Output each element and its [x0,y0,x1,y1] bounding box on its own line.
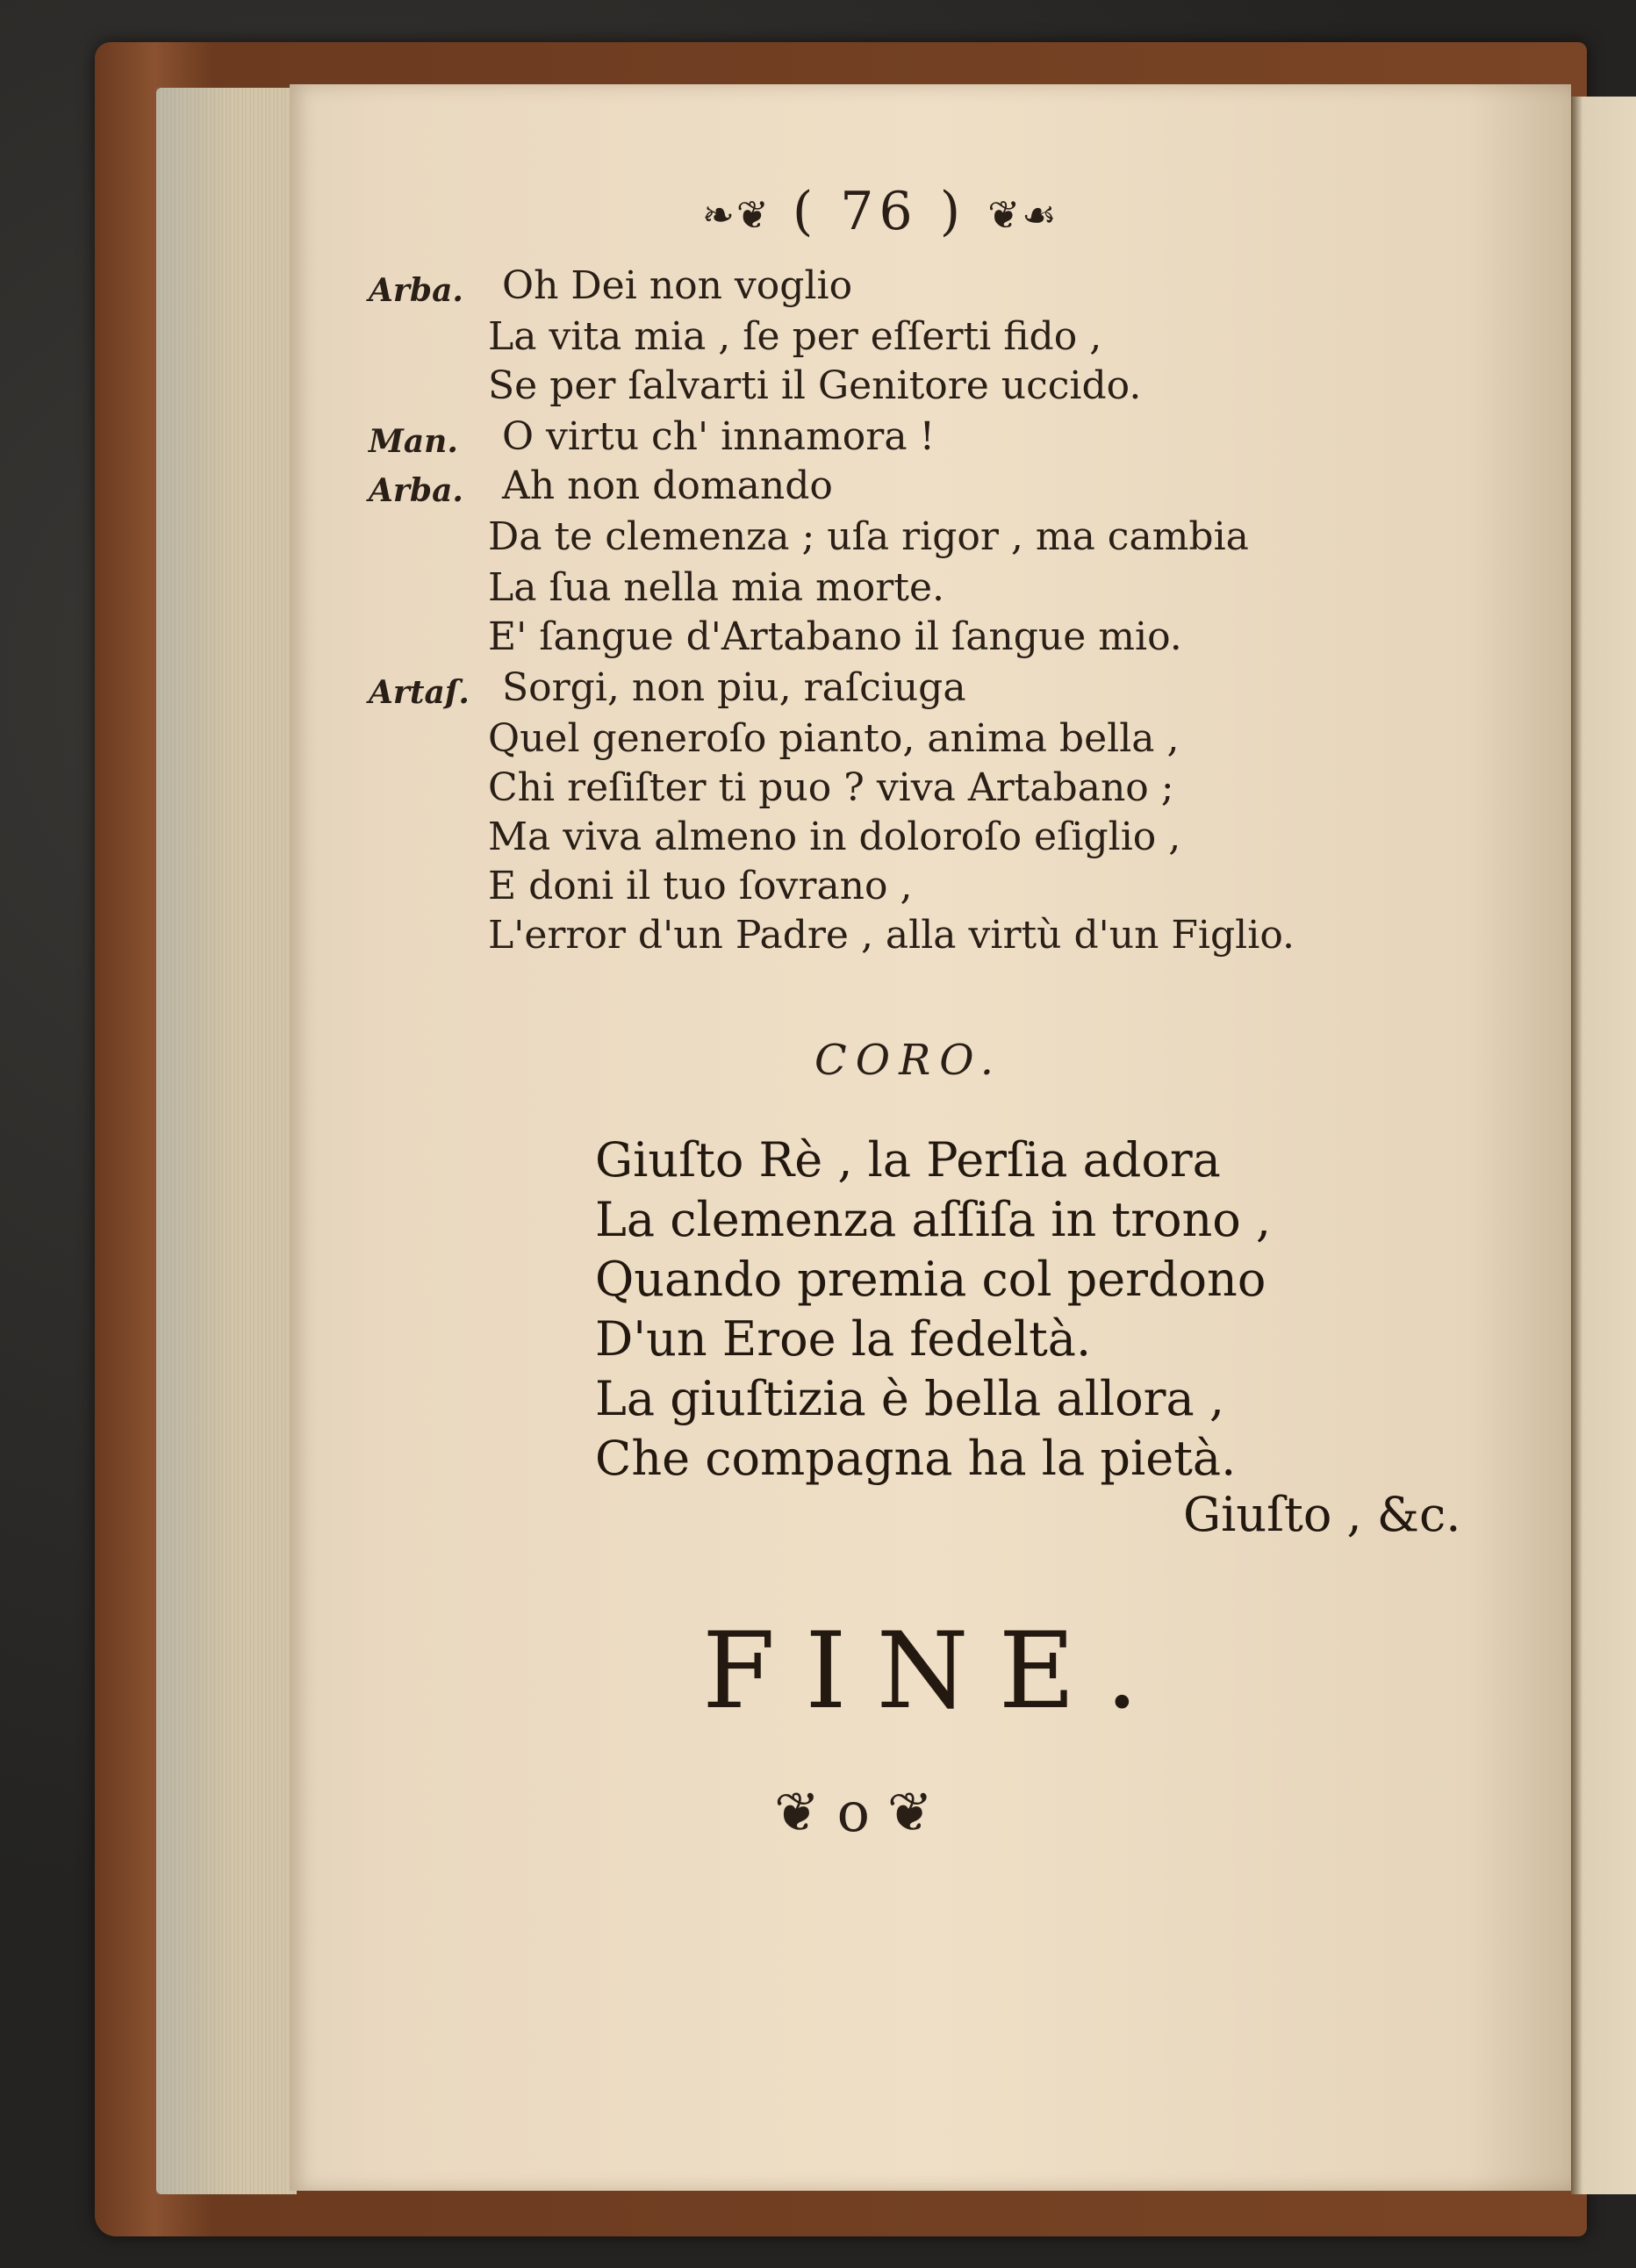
fine-heading: FINE. [702,1611,1169,1733]
verse-line: Ah non domando [502,463,833,508]
tail-ornament: ❦ o ❦ [774,1780,933,1844]
verse-line: E' ſangue d'Artabano il ſangue mio. [488,614,1182,659]
chorus-line: Quando premia col perdono [595,1252,1266,1307]
facing-page-strip [1571,97,1636,2194]
page-fore-edge-shade [156,88,297,2194]
speaker-label: Arba. [369,272,463,309]
speaker-label: Arba. [369,472,463,509]
chorus-line: D'un Eroe la fedeltà. [595,1311,1092,1367]
chorus-line: La clemenza aſſiſa in trono , [595,1192,1272,1247]
verse-line: Da te clemenza ; uſa rigor , ma cambia [488,514,1249,559]
verse-line: Se per ſalvarti il Genitore uccido. [488,363,1142,408]
speaker-label: Artaſ. [369,674,470,711]
header-ornament-right: ❦☙ [987,192,1058,238]
verse-line: Chi reſiſter ti puo ? viva Artabano ; [488,765,1174,810]
chorus-line: Giuſto Rè , la Perſia adora [595,1132,1221,1188]
verse-line: L'error d'un Padre , alla virtù d'un Figlio. [488,913,1295,958]
speaker-label: Man. [369,423,458,460]
verse-line: O virtu ch' innamora ! [502,414,936,459]
header-ornament-left: ❧❦ [702,192,771,238]
verse-line: La vita mia , ſe per eſſerti fido , [488,314,1102,359]
chorus-line: Che compagna ha la pietà. [595,1431,1237,1486]
verse-line: E doni il tuo ſovrano , [488,864,913,908]
chorus-line: La giuſtizia è bella allora , [595,1371,1225,1426]
page-number: ( 76 ) [792,181,966,242]
verse-line: Ma viva almeno in doloroſo eſiglio , [488,815,1181,859]
verse-line: Quel generoſo pianto, anima bella , [488,716,1180,761]
coro-title: CORO. [814,1036,1003,1085]
verse-line: Oh Dei non voglio [502,263,853,308]
verse-line: La ſua nella mia morte. [488,565,944,610]
page-header [702,181,1058,242]
verse-line: Sorgi, non piu, raſciuga [502,665,966,710]
chorus-refrain: Giuſto , &c. [1183,1487,1461,1542]
